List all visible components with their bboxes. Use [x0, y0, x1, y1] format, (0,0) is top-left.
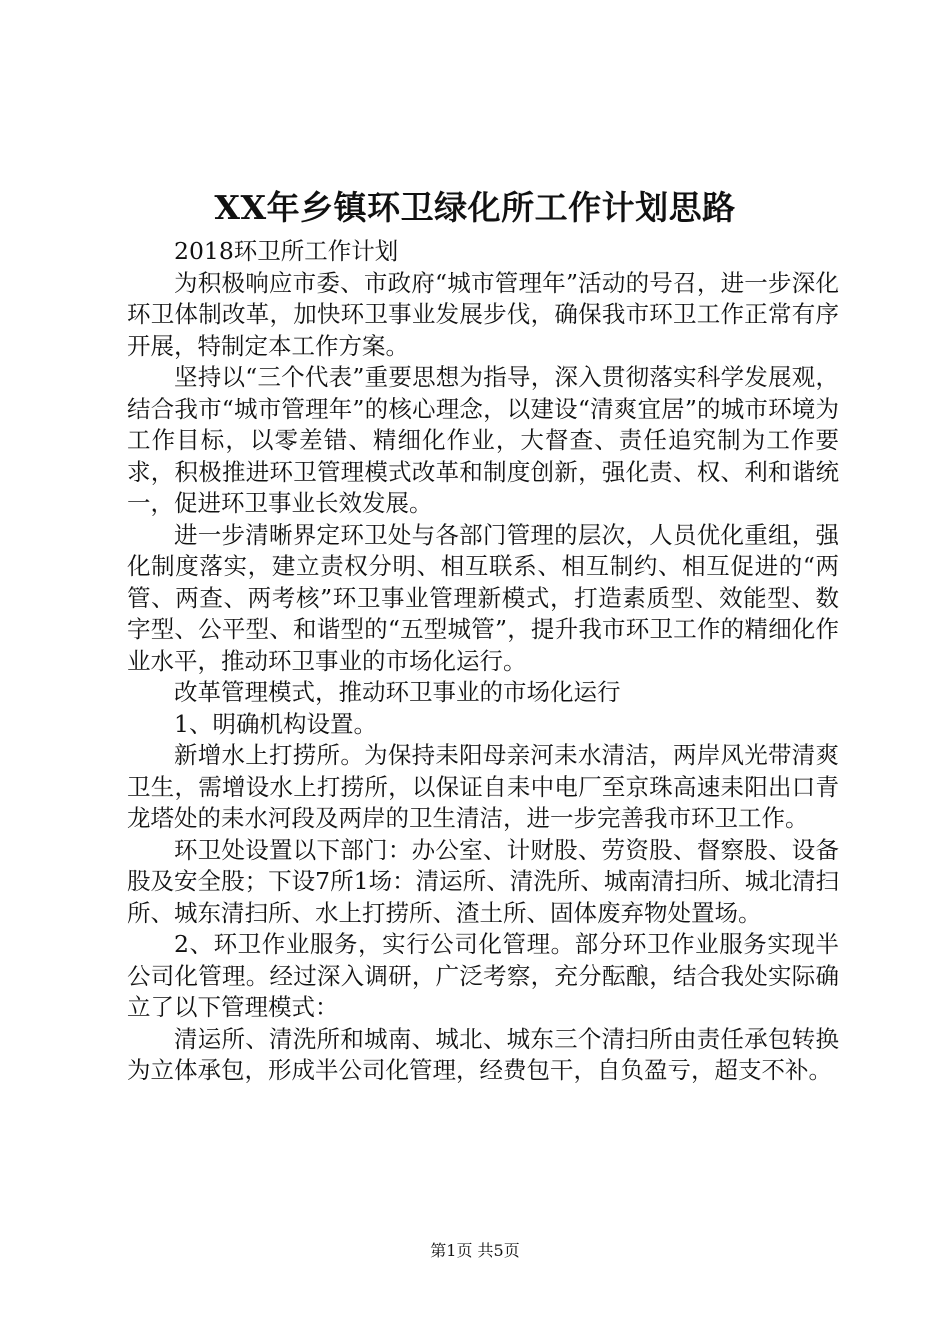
paragraph-management-model: 进一步清晰界定环卫处与各部门管理的层次，人员优化重组，强化制度落实，建立责权分明、相互联系、相互制约、相互促进的“两管、两查、两考核”环卫事业管理新模式，打造素质型、效能型、数字型、公平型、和谐型的“五型城管”，提升我市环卫工作的精细化作业水平，推动环卫事业的市场化运行。	[127, 520, 839, 675]
section-heading-reform: 改革管理模式，推动环卫事业的市场化运行	[174, 678, 621, 706]
section-heading-institution: 1、明确机构设置。	[174, 709, 377, 738]
page-number-footer: 第1页 共5页	[430, 1241, 520, 1260]
document-title: XX年乡镇环卫绿化所工作计划思路	[214, 188, 736, 227]
paragraph-guiding-principle: 坚持以“三个代表”重要思想为指导，深入贯彻落实科学发展观，结合我市“城市管理年”的核心理念，以建设“清爽宜居”的城市环境为工作目标，以零差错、精细化作业，大督查、责任追究制为工作要求，积极推进环卫管理模式改革和制度创新，强化责、权、利和谐统一，促进环卫事业长效发展。	[127, 363, 839, 517]
paragraph-plan-heading: 2018环卫所工作计划	[174, 237, 399, 265]
paragraph-water-salvage: 新增水上打捞所。为保持耒阳母亲河耒水清洁，两岸风光带清爽卫生，需增设水上打捞所，以保证自耒中电厂至京珠高速耒阳出口青龙塔处的耒水河段及两岸的卫生清洁，进一步完善我市环卫工作。	[127, 741, 839, 832]
paragraph-company-management: 2、环卫作业服务，实行公司化管理。部分环卫作业服务实现半公司化管理。经过深入调研，广泛考察，充分酝酿，结合我处实际确立了以下管理模式：	[127, 930, 839, 1021]
paragraph-intro: 为积极响应市委、市政府“城市管理年”活动的号召，进一步深化环卫体制改革，加快环卫事业发展步伐，确保我市环卫工作正常有序开展，特制定本工作方案。	[127, 268, 839, 360]
paragraph-contracting: 清运所、清洗所和城南、城北、城东三个清扫所由责任承包转换为立体承包，形成半公司化管理，经费包干，自负盈亏，超支不补。	[127, 1024, 839, 1084]
document-body	[127, 236, 839, 1087]
paragraph-departments: 环卫处设置以下部门：办公室、计财股、劳资股、督察股、设备股及安全股；下设7所1场：清运所、清洗所、城南清扫所、城北清扫所、城东清扫所、水上打捞所、渣土所、固体废弃物处置场。	[127, 835, 839, 927]
